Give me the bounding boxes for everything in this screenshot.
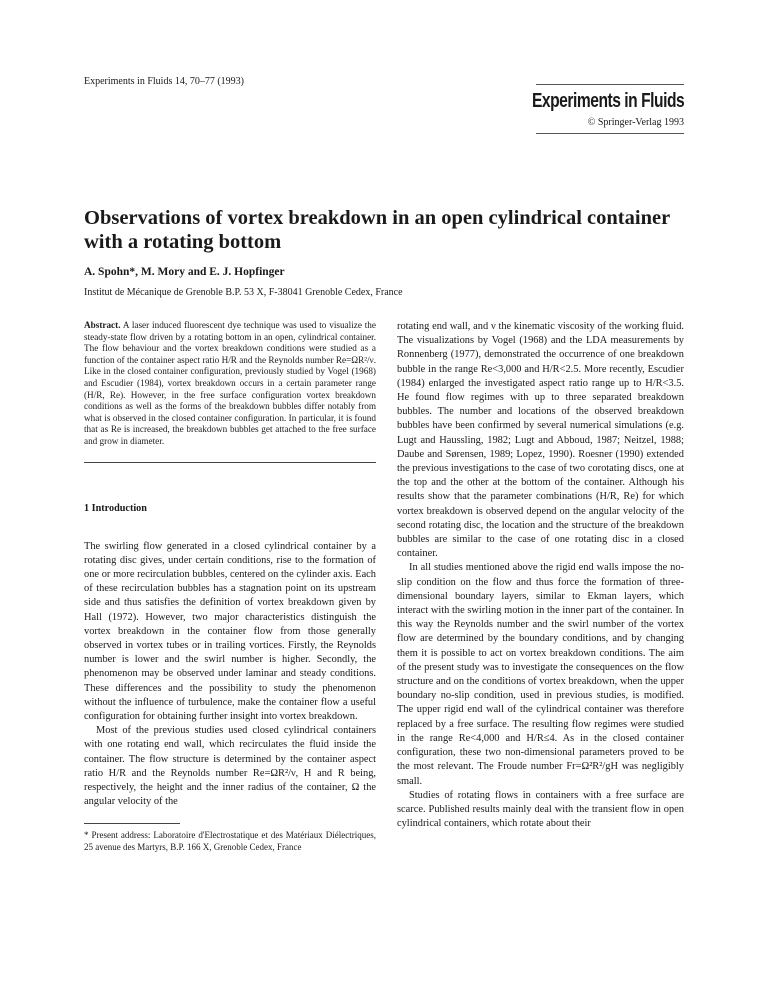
footnote: * Present address: Laboratoire d'Electrostatique et des Matériaux Diélectriques, 25 avenue des Martyrs, B.P. 166 X, Grenoble Cedex, France [84, 830, 376, 852]
abstract-text: A laser induced fluorescent dye technique was used to visualize the steady-state flow driven by a rotating bottom in an open, cylindrical container. The flow behaviour and the vortex breakdown conditions were studied as a function of the container aspect ratio H/R and the Reynolds number Re=ΩR²/ν. Like in the closed container configuration, previously studied by Vogel (1968) and Escudier (1984), vortex breakdown occurs in a certain parameter range (H/R, Re). However, in the free surface configuration vortex breakdown conditions as well as the forms of the breakdown bubbles differ notably from what is observed in the closed container configuration. In particular, it is found that as Re is increased, the breakdown bubbles get attached to the free surface and grow in diameter. [84, 320, 376, 446]
abstract-divider [84, 462, 376, 463]
intro-paragraph-2: Most of the previous studies used closed cylindrical containers with one rotating end wall, which recirculates the fluid inside the container. The flow structure is determined by the container aspect ratio H/R and the Reynolds number Re=ΩR²/ν, H and R being, respectively, the height and the inner radius of the container, Ω the angular velocity of the [84, 725, 376, 808]
copyright-line: © Springer-Verlag 1993 [587, 117, 684, 128]
author-list: A. Spohn*, M. Mory and E. J. Hopfinger [84, 266, 285, 278]
abstract-label: Abstract. [84, 320, 121, 330]
intro-paragraph-1: The swirling flow generated in a closed cylindrical container by a rotating disc gives, under certain conditions, rise to the formation of one or more recirculation bubbles, centered on the cylinder axis. Each of these recirculation bubbles has a stagnation point on its upstream side and thus satisfies the definition of vortex breakdown given by Hall (1972). However, two major characteristics distinguish the vortex breakdown in the container flow from those generally observed in vortex tubes or in trailing vortices. Firstly, the Reynolds number is lower and the swirl number is higher. Secondly, the phenomenon may be observed under laminar and steady conditions. These differences and the possibility to study the phenomenon without the influence of turbulence, make the container flow a useful configuration for obtaining further insight into vortex breakdown. [84, 540, 376, 722]
article-title: Observations of vortex breakdown in an open cylindrical container with a rotating bottom [84, 207, 670, 253]
brand-rule-top [536, 84, 684, 85]
affiliation: Institut de Mécanique de Grenoble B.P. 53 X, F-38041 Grenoble Cedex, France [84, 287, 403, 298]
right-paragraph-2: In all studies mentioned above the rigid end walls impose the no-slip condition on the flow and thus force the formation of three-dimensional boundary layers, similar to Ekman layers, which interact with the swirling motion in the inner part of the container. In this way the Reynolds number and the swirl number of the vortex flow are determined by the boundary conditions, and by changing them it is possible to act on vortex breakdown conditions. The aim of the present study was to investigate the consequences on the flow structure and on the conditions of vortex breakdown, when the upper boundary no-slip condition, used in previous studies, is modified. The upper rigid end wall of the cylindrical container was therefore replaced by a free surface. The resulting flow regimes were studied in the range Re<4,000 and H/R≤4. As in the closed container configuration, these two non-dimensional parameters proved to be the most relevant. The Froude number Fr=Ω²R²/gH was negligibly small. [397, 562, 684, 787]
abstract [84, 320, 376, 448]
journal-brand: Experiments in Fluids [531, 90, 684, 112]
right-paragraph-3: Studies of rotating flows in containers with a free surface are scarce. Published results mainly deal with the transient flow in open cylindrical containers, which rotate about their [397, 789, 684, 830]
left-column [84, 320, 376, 853]
right-column [397, 320, 684, 831]
journal-reference: Experiments in Fluids 14, 70–77 (1993) [84, 76, 244, 87]
brand-rule-bottom [536, 133, 684, 134]
section-heading-introduction: 1 Introduction [84, 502, 147, 514]
footnote-divider [84, 823, 180, 824]
right-paragraph-1: rotating end wall, and ν the kinematic viscosity of the working fluid. The visualizations by Vogel (1968) and the LDA measurements by Ronnenberg (1977), demonstrated the occurrence of one breakdown bubble in the range Re<3,000 and H/R<2.5. More recently, Escudier (1984) enlarged the investigated aspect ratio range up to H/R<3.5. He found flow regimes with up to three separated breakdown bubbles. The number and locations of the observed breakdown bubbles have been confirmed by several numerical simulations (e.g. Lugt and Haussling, 1982; Lugt and Abboud, 1987; Neitzel, 1988; Daube and Sørensen, 1989; Lopez, 1990). Roesner (1990) extended the previous investigations to the case of two corotating discs, one at the top and the other at the bottom of the container. Although his results show that the parameter combinations (H/R, Re) for which vortex breakdown is observed depend on the angular velocity of the second rotating disc, the location and the structure of the breakdown bubbles are similar to the case of one rotating disc in a closed container. [397, 321, 684, 560]
